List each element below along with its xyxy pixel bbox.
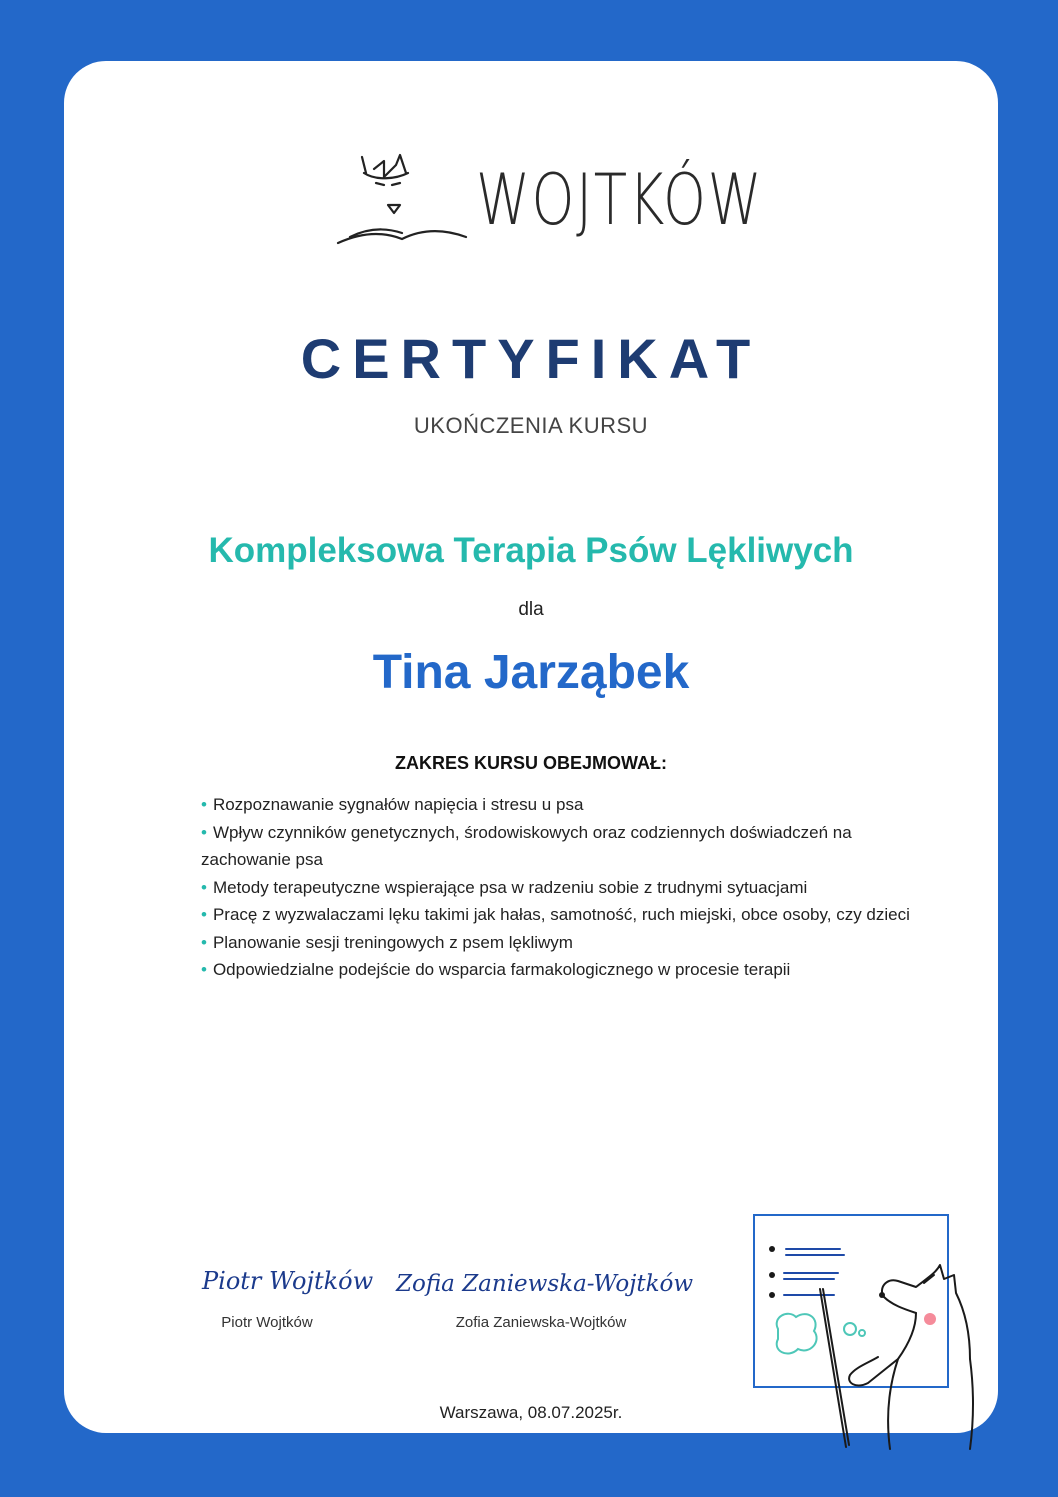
brand-wordmark: WOJTKÓW [476,159,764,241]
svg-text:Zofia Zaniewska-Wojtków: Zofia Zaniewska-Wojtków [396,1271,694,1297]
certificate-subtitle: UKOŃCZENIA KURSU [413,413,649,438]
svg-text:Piotr Wojtków: Piotr Wojtków [202,1267,374,1295]
signature-piotr [182,1249,374,1309]
scope-item: • Planowanie sesji treningowych z psem lękliwym [201,929,921,957]
signature-block-2 [386,1253,696,1331]
scope-list [201,791,921,984]
scope-item: • Pracę z wyzwalaczami lęku takimi jak hałas, samotność, ruch miejski, obce osoby, czy dzieci [201,901,921,929]
scope-item: • Wpływ czynników genetycznych, środowiskowych oraz codziennych doświadczeń na zachowanie psa [201,819,921,874]
certificate-card [64,61,998,1433]
certificate-title: CERTYFIKAT [300,327,762,390]
scope-item: • Metody terapeutyczne wspierające psa w radzeniu sobie z trudnymi sytuacjami [201,874,921,902]
signatory-name: Zofia Zaniewska-Wojtków [455,1314,627,1331]
signatory-name: Piotr Wojtków [221,1314,313,1331]
scope-heading: ZAKRES KURSU OBEJMOWAŁ: [394,753,667,773]
course-title: Kompleksowa Terapia Psów Lękliwych [208,531,854,570]
scope-item: • Rozpoznawanie sygnałów napięcia i stresu u psa [201,791,921,819]
place-date: Warszawa, 08.07.2025r. [439,1403,623,1422]
signature-zofia [386,1253,696,1309]
dog-teacher-with-board-icon [748,1209,988,1449]
for-label: dla [518,599,544,620]
recipient-name: Tina Jarząbek [372,646,690,699]
signature-block-1 [182,1249,374,1331]
scope-item: • Odpowiedzialne podejście do wsparcia farmakologicznego w procesie terapii [201,956,921,984]
